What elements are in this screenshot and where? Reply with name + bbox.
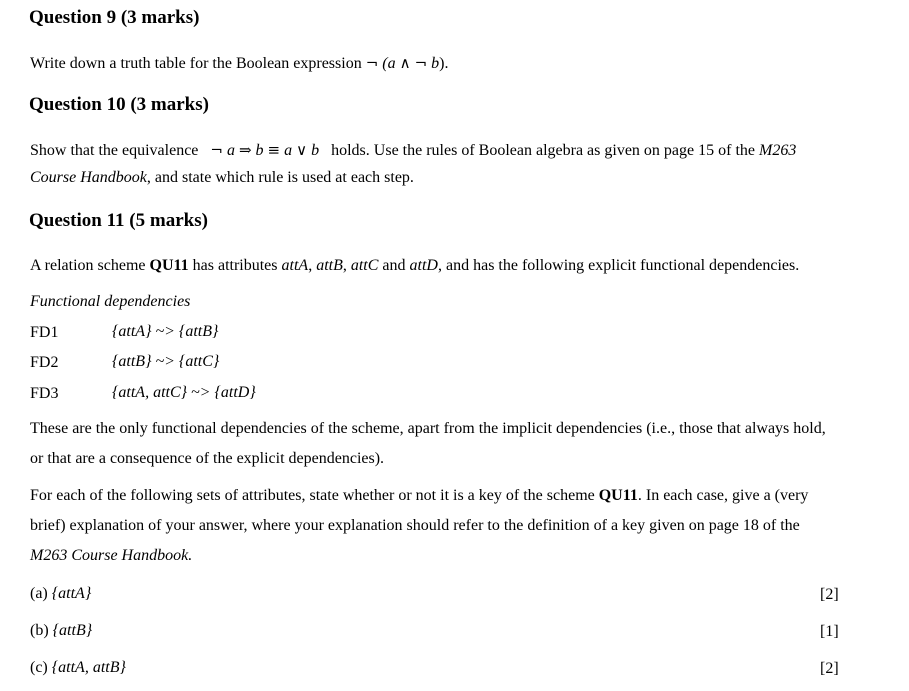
part-label: (a) xyxy=(30,585,48,602)
q11-para2-line1 xyxy=(30,488,808,504)
q10-book-code: M263 xyxy=(759,142,797,159)
q10-eq-b: b xyxy=(255,142,264,159)
q11-para2-post: . In each case, give a (very xyxy=(637,487,809,504)
q11-intro-pre: A relation scheme xyxy=(30,257,146,274)
q11-intro-post: , and has the following explicit functional dependencies. xyxy=(437,257,800,274)
fd-expr: {attB} ~> {attC} xyxy=(112,353,220,370)
fd-label: FD1 xyxy=(30,324,59,341)
q9-expr-open: ( xyxy=(382,55,388,72)
q11-para1-line1: These are the only functional dependencies of the scheme, apart from the implicit dependencies (i.e., those that always hold, xyxy=(30,420,826,437)
q11-and-word: and xyxy=(382,257,406,274)
q9-text-pre: Write down a truth table for the Boolean expression xyxy=(30,55,362,72)
part-marks: [1] xyxy=(820,623,839,640)
q9-text xyxy=(30,56,449,72)
q11-para2-pre: For each of the following sets of attributes, state whether or not it is a key of the scheme xyxy=(30,487,595,504)
q11-para2-line3: M263 Course Handbook. xyxy=(30,547,193,564)
fd-title: Functional dependencies xyxy=(30,293,191,310)
part-item xyxy=(30,660,126,676)
q11-scheme-name: QU11 xyxy=(149,257,189,274)
q10-eq-a: a xyxy=(226,142,235,159)
q11-heading: Question 11 (5 marks) xyxy=(29,210,208,231)
part-set: {attB} xyxy=(52,622,93,639)
q11-attC: attC xyxy=(350,257,379,274)
q10-heading: Question 10 (3 marks) xyxy=(29,94,209,115)
q11-attA: attA xyxy=(281,257,309,274)
q10-book-title: Course Handbook xyxy=(30,169,147,186)
q10-line2-post: , and state which rule is used at each step. xyxy=(146,169,414,186)
q10-eq-b2: b xyxy=(311,142,320,159)
q11-para1-line2: or that are a consequence of the explicit dependencies). xyxy=(30,450,385,467)
q10-line1-post: holds. Use the rules of Boolean algebra as given on page 15 of the xyxy=(331,142,755,159)
q11-intro-mid: has attributes xyxy=(192,257,278,274)
part-label: (c) xyxy=(30,659,48,676)
q10-neg-symbol: ¬ xyxy=(210,141,223,159)
fd-label: FD2 xyxy=(30,354,59,371)
part-marks: [2] xyxy=(820,660,839,677)
q11-attD: attD xyxy=(409,257,438,274)
q9-expr-b: b xyxy=(431,55,440,72)
part-label: (b) xyxy=(30,622,49,639)
q10-eq-a2: a xyxy=(284,142,293,159)
fd-expr: {attA, attC} ~> {attD} xyxy=(112,384,256,401)
fd-label: FD3 xyxy=(30,385,59,402)
q9-expr-a: a xyxy=(387,55,396,72)
q10-text-pre: Show that the equivalence xyxy=(30,142,199,159)
q10-or-symbol: ∨ xyxy=(296,141,308,159)
q11-para2-line2: brief) explanation of your answer, where your explanation should refer to the definition of a key given on page 18 of the xyxy=(30,517,800,534)
q10-line1 xyxy=(30,143,796,159)
q11-intro: A relation scheme QU11 has attributes attA, attB, attC and attD, and has the following explicit functional dependencies. xyxy=(30,257,800,274)
part-set: {attA, attB} xyxy=(51,659,126,676)
part-set: {attA} xyxy=(51,585,92,602)
q9-neg-symbol: ¬ xyxy=(365,54,379,72)
q9-expr-close: ). xyxy=(439,55,449,72)
q10-implies-symbol: ⇒ xyxy=(238,141,252,159)
q10-line2 xyxy=(30,170,414,186)
q9-neg2-symbol: ¬ xyxy=(414,54,428,72)
q11-attB: attB xyxy=(316,257,343,274)
part-item xyxy=(30,623,92,639)
part-marks: [2] xyxy=(820,586,839,603)
q11-para2-scheme: QU11 xyxy=(598,487,638,504)
q9-heading: Question 9 (3 marks) xyxy=(29,7,200,28)
q9-and-symbol: ∧ xyxy=(399,54,411,72)
fd-expr: {attA} ~> {attB} xyxy=(112,323,219,340)
part-item xyxy=(30,586,91,602)
q10-equiv-symbol: ≡ xyxy=(267,141,281,159)
